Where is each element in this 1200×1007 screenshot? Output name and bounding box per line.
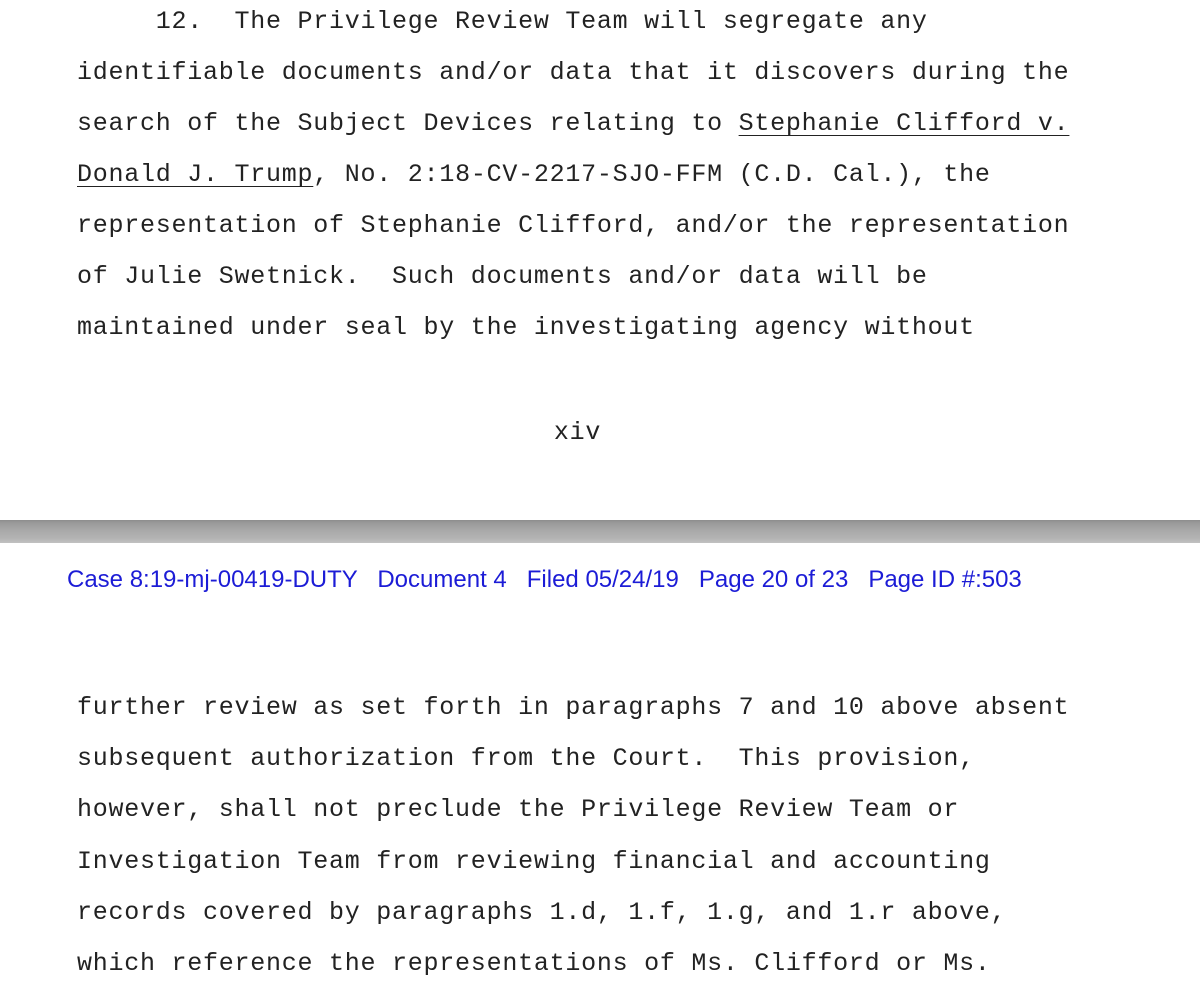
- case-citation-underlined: Donald J. Trump: [77, 160, 314, 189]
- paragraph-text: , No. 2:18-CV-2217-SJO-FFM (C.D. Cal.), the: [313, 160, 991, 189]
- document-page-bottom: [0, 543, 1200, 1007]
- case-citation-underlined: Stephanie Clifford v.: [738, 109, 1070, 138]
- paragraph-line: representation of Stephanie Clifford, and/or the representation: [77, 211, 1070, 240]
- case-header: Case 8:19-mj-00419-DUTY Document 4 Filed 05/24/19 Page 20 of 23 Page ID #:503: [67, 566, 1022, 593]
- paragraph-line: of Julie Swetnick. Such documents and/or data will be: [77, 262, 928, 291]
- paragraph-line: which reference the representations of Ms. Clifford or Ms.: [77, 949, 991, 978]
- paragraph-line: Investigation Team from reviewing financial and accounting: [77, 847, 991, 876]
- paragraph-line: [77, 160, 991, 190]
- paragraph-line: identifiable documents and/or data that it discovers during the: [77, 58, 1070, 87]
- paragraph-line: [77, 109, 1069, 139]
- paragraph-line: subsequent authorization from the Court. This provision,: [77, 744, 975, 773]
- paragraph-line: records covered by paragraphs 1.d, 1.f, 1.g, and 1.r above,: [77, 898, 1007, 927]
- paragraph-line: maintained under seal by the investigating agency without: [77, 313, 975, 342]
- paragraph-line: 12. The Privilege Review Team will segregate any: [77, 7, 928, 36]
- paragraph-text: search of the Subject Devices relating to: [77, 109, 739, 138]
- paragraph-line: however, shall not preclude the Privilege Review Team or: [77, 795, 960, 824]
- paragraph-line: further review as set forth in paragraphs 7 and 10 above absent: [77, 693, 1070, 722]
- page-break-divider: [0, 520, 1200, 543]
- page-number: xiv: [553, 418, 602, 447]
